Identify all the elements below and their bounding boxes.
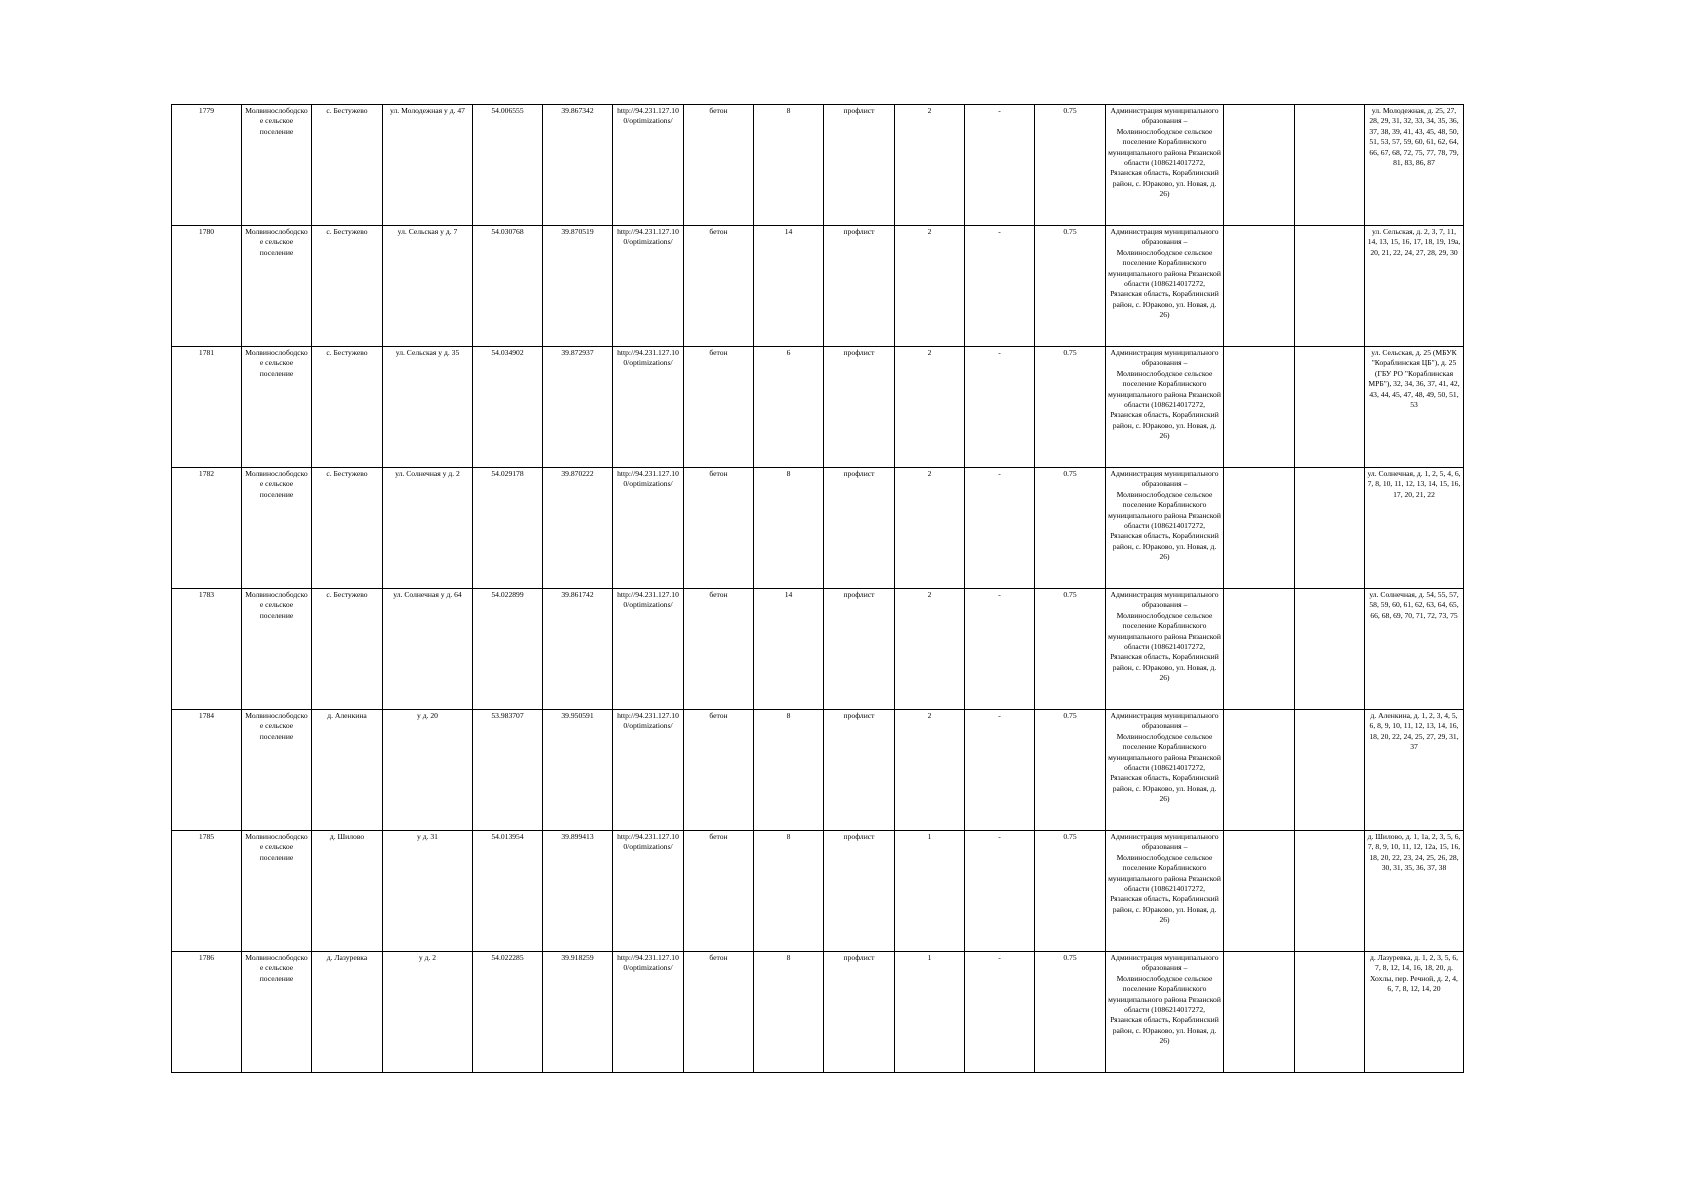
site-address: ул. Молодежная у д. 47	[383, 105, 473, 226]
row-number: 1779	[172, 105, 242, 226]
container-count: 2	[895, 710, 965, 831]
row-number: 1780	[172, 226, 242, 347]
latitude: 54.022285	[473, 952, 543, 1073]
owner-info: Администрация муниципального образования – Молвинослободское сельское поселение Кораблинского муниципального района Рязанской области (1086214017272, Рязанская область, Кораблинский район, с. Юраково, ул. Новая, д. 26)	[1106, 710, 1224, 831]
container-volume: 0.75	[1035, 952, 1106, 1073]
surface-type: бетон	[684, 952, 754, 1073]
owner-info: Администрация муниципального образования – Молвинослободское сельское поселение Кораблинского муниципального района Рязанской области (1086214017272, Рязанская область, Кораблинский район, с. Юраково, ул. Новая, д. 26)	[1106, 589, 1224, 710]
surface-type: бетон	[684, 347, 754, 468]
longitude: 39.918259	[543, 952, 613, 1073]
empty-cell	[1295, 831, 1365, 952]
table-row	[172, 468, 1464, 589]
table-row	[172, 226, 1464, 347]
locality-name: д. Шилово	[312, 831, 383, 952]
site-area: 8	[754, 952, 824, 1073]
longitude: 39.870519	[543, 226, 613, 347]
map-link: http://94.231.127.10 0/optimizations/	[613, 710, 684, 831]
fence-type: профлист	[824, 589, 895, 710]
served-addresses: ул. Солнечная, д. 1, 2, 5, 4, 6, 7, 8, 10, 11, 12, 13, 14, 15, 16, 17, 20, 21, 22	[1365, 468, 1464, 589]
served-addresses: ул. Сельская, д. 2, 3, 7, 11, 14, 13, 15, 16, 17, 18, 19, 19а, 20, 21, 22, 24, 27, 28, 29, 30	[1365, 226, 1464, 347]
container-volume: 0.75	[1035, 226, 1106, 347]
locality-name: с. Бестужево	[312, 105, 383, 226]
row-number: 1786	[172, 952, 242, 1073]
owner-info: Администрация муниципального образования – Молвинослободское сельское поселение Кораблинского муниципального района Рязанской области (1086214017272, Рязанская область, Кораблинский район, с. Юраково, ул. Новая, д. 26)	[1106, 468, 1224, 589]
owner-info: Администрация муниципального образования – Молвинослободское сельское поселение Кораблинского муниципального района Рязанской области (1086214017272, Рязанская область, Кораблинский район, с. Юраково, ул. Новая, д. 26)	[1106, 105, 1224, 226]
longitude: 39.899413	[543, 831, 613, 952]
latitude: 53.983707	[473, 710, 543, 831]
served-addresses: ул. Сельская, д. 25 (МБУК "Кораблинская ЦБ"), д. 25 (ГБУ РО "Кораблинская МРБ"), 32, 34, 36, 37, 41, 42, 43, 44, 45, 47, 48, 49, 50, 51, 53	[1365, 347, 1464, 468]
container-count: 2	[895, 105, 965, 226]
locality-name: д. Лазуревка	[312, 952, 383, 1073]
locality-name: с. Бестужево	[312, 226, 383, 347]
table-row	[172, 589, 1464, 710]
empty-cell	[1224, 105, 1295, 226]
site-area: 8	[754, 468, 824, 589]
longitude: 39.867342	[543, 105, 613, 226]
served-addresses: ул. Солнечная, д. 54, 55, 57, 58, 59, 60, 61, 62, 63, 64, 65, 66, 68, 69, 70, 71, 72, 73, 75	[1365, 589, 1464, 710]
map-link: http://94.231.127.10 0/optimizations/	[613, 468, 684, 589]
dash-cell: -	[965, 589, 1035, 710]
locality-name: с. Бестужево	[312, 347, 383, 468]
table-row	[172, 105, 1464, 226]
dash-cell: -	[965, 105, 1035, 226]
empty-cell	[1224, 831, 1295, 952]
container-volume: 0.75	[1035, 347, 1106, 468]
container-count: 1	[895, 831, 965, 952]
map-link: http://94.231.127.10 0/optimizations/	[613, 831, 684, 952]
fence-type: профлист	[824, 710, 895, 831]
container-count: 2	[895, 468, 965, 589]
served-addresses: д. Аленкина, д. 1, 2, 3, 4, 5, 6, 8, 9, 10, 11, 12, 13, 14, 16, 18, 20, 22, 24, 25, 27, 29, 31, 37	[1365, 710, 1464, 831]
empty-cell	[1224, 589, 1295, 710]
dash-cell: -	[965, 468, 1035, 589]
site-address: у д. 20	[383, 710, 473, 831]
settlement-name: Молвинослободское сельское поселение	[242, 468, 312, 589]
site-address: ул. Солнечная у д. 64	[383, 589, 473, 710]
surface-type: бетон	[684, 105, 754, 226]
empty-cell	[1295, 952, 1365, 1073]
settlement-name: Молвинослободское сельское поселение	[242, 347, 312, 468]
empty-cell	[1295, 105, 1365, 226]
served-addresses: д. Лазуревка, д. 1, 2, 3, 5, 6, 7, 8, 12, 14, 16, 18, 20, д. Хохлы, пер. Речной, д. 2, 4, 6, 7, 8, 12, 14, 20	[1365, 952, 1464, 1073]
empty-cell	[1295, 468, 1365, 589]
served-addresses: ул. Молодежная, д. 25, 27, 28, 29, 31, 32, 33, 34, 35, 36, 37, 38, 39, 41, 43, 45, 48, 50, 51, 53, 57, 59, 60, 61, 62, 64, 66, 67, 68, 72, 75, 77, 78, 79, 81, 83, 86, 87	[1365, 105, 1464, 226]
fence-type: профлист	[824, 468, 895, 589]
table-row	[172, 952, 1464, 1073]
fence-type: профлист	[824, 226, 895, 347]
container-count: 2	[895, 226, 965, 347]
site-address: у д. 31	[383, 831, 473, 952]
latitude: 54.022899	[473, 589, 543, 710]
container-volume: 0.75	[1035, 105, 1106, 226]
table-row	[172, 710, 1464, 831]
dash-cell: -	[965, 226, 1035, 347]
dash-cell: -	[965, 831, 1035, 952]
site-area: 14	[754, 226, 824, 347]
owner-info: Администрация муниципального образования – Молвинослободское сельское поселение Кораблинского муниципального района Рязанской области (1086214017272, Рязанская область, Кораблинский район, с. Юраково, ул. Новая, д. 26)	[1106, 952, 1224, 1073]
settlement-name: Молвинослободское сельское поселение	[242, 589, 312, 710]
dash-cell: -	[965, 347, 1035, 468]
container-count: 1	[895, 952, 965, 1073]
map-link: http://94.231.127.10 0/optimizations/	[613, 226, 684, 347]
longitude: 39.872937	[543, 347, 613, 468]
container-volume: 0.75	[1035, 468, 1106, 589]
empty-cell	[1295, 226, 1365, 347]
settlement-name: Молвинослободское сельское поселение	[242, 710, 312, 831]
container-volume: 0.75	[1035, 710, 1106, 831]
fence-type: профлист	[824, 347, 895, 468]
latitude: 54.006555	[473, 105, 543, 226]
row-number: 1784	[172, 710, 242, 831]
map-link: http://94.231.127.10 0/optimizations/	[613, 105, 684, 226]
dash-cell: -	[965, 952, 1035, 1073]
empty-cell	[1295, 589, 1365, 710]
waste-site-registry-table	[171, 104, 1464, 1073]
owner-info: Администрация муниципального образования – Молвинослободское сельское поселение Кораблинского муниципального района Рязанской области (1086214017272, Рязанская область, Кораблинский район, с. Юраково, ул. Новая, д. 26)	[1106, 831, 1224, 952]
site-area: 8	[754, 105, 824, 226]
owner-info: Администрация муниципального образования – Молвинослободское сельское поселение Кораблинского муниципального района Рязанской области (1086214017272, Рязанская область, Кораблинский район, с. Юраково, ул. Новая, д. 26)	[1106, 226, 1224, 347]
table-row	[172, 831, 1464, 952]
container-volume: 0.75	[1035, 831, 1106, 952]
dash-cell: -	[965, 710, 1035, 831]
fence-type: профлист	[824, 105, 895, 226]
owner-info: Администрация муниципального образования – Молвинослободское сельское поселение Кораблинского муниципального района Рязанской области (1086214017272, Рязанская область, Кораблинский район, с. Юраково, ул. Новая, д. 26)	[1106, 347, 1224, 468]
surface-type: бетон	[684, 468, 754, 589]
settlement-name: Молвинослободское сельское поселение	[242, 105, 312, 226]
latitude: 54.034902	[473, 347, 543, 468]
latitude: 54.030768	[473, 226, 543, 347]
locality-name: с. Бестужево	[312, 468, 383, 589]
site-area: 14	[754, 589, 824, 710]
surface-type: бетон	[684, 589, 754, 710]
surface-type: бетон	[684, 710, 754, 831]
row-number: 1785	[172, 831, 242, 952]
locality-name: с. Бестужево	[312, 589, 383, 710]
empty-cell	[1224, 226, 1295, 347]
longitude: 39.950591	[543, 710, 613, 831]
site-address: ул. Сельская у д. 35	[383, 347, 473, 468]
empty-cell	[1224, 710, 1295, 831]
site-address: ул. Сельская у д. 7	[383, 226, 473, 347]
row-number: 1782	[172, 468, 242, 589]
container-volume: 0.75	[1035, 589, 1106, 710]
fence-type: профлист	[824, 831, 895, 952]
table-row	[172, 347, 1464, 468]
surface-type: бетон	[684, 226, 754, 347]
longitude: 39.861742	[543, 589, 613, 710]
site-address: ул. Солнечная у д. 2	[383, 468, 473, 589]
empty-cell	[1295, 710, 1365, 831]
site-area: 8	[754, 710, 824, 831]
surface-type: бетон	[684, 831, 754, 952]
settlement-name: Молвинослободское сельское поселение	[242, 952, 312, 1073]
site-area: 8	[754, 831, 824, 952]
served-addresses: д. Шилово, д. 1, 1а, 2, 3, 5, 6, 7, 8, 9, 10, 11, 12, 12а, 15, 16, 18, 20, 22, 23, 24, 25, 26, 28, 30, 31, 35, 36, 37, 38	[1365, 831, 1464, 952]
latitude: 54.013954	[473, 831, 543, 952]
container-count: 2	[895, 589, 965, 710]
map-link: http://94.231.127.10 0/optimizations/	[613, 347, 684, 468]
row-number: 1783	[172, 589, 242, 710]
fence-type: профлист	[824, 952, 895, 1073]
settlement-name: Молвинослободское сельское поселение	[242, 226, 312, 347]
locality-name: д. Аленкина	[312, 710, 383, 831]
row-number: 1781	[172, 347, 242, 468]
empty-cell	[1224, 347, 1295, 468]
latitude: 54.029178	[473, 468, 543, 589]
empty-cell	[1224, 468, 1295, 589]
empty-cell	[1295, 347, 1365, 468]
site-address: у д. 2	[383, 952, 473, 1073]
map-link: http://94.231.127.10 0/optimizations/	[613, 589, 684, 710]
map-link: http://94.231.127.10 0/optimizations/	[613, 952, 684, 1073]
empty-cell	[1224, 952, 1295, 1073]
longitude: 39.870222	[543, 468, 613, 589]
site-area: 6	[754, 347, 824, 468]
container-count: 2	[895, 347, 965, 468]
registry-rows	[172, 105, 1464, 1073]
settlement-name: Молвинослободское сельское поселение	[242, 831, 312, 952]
